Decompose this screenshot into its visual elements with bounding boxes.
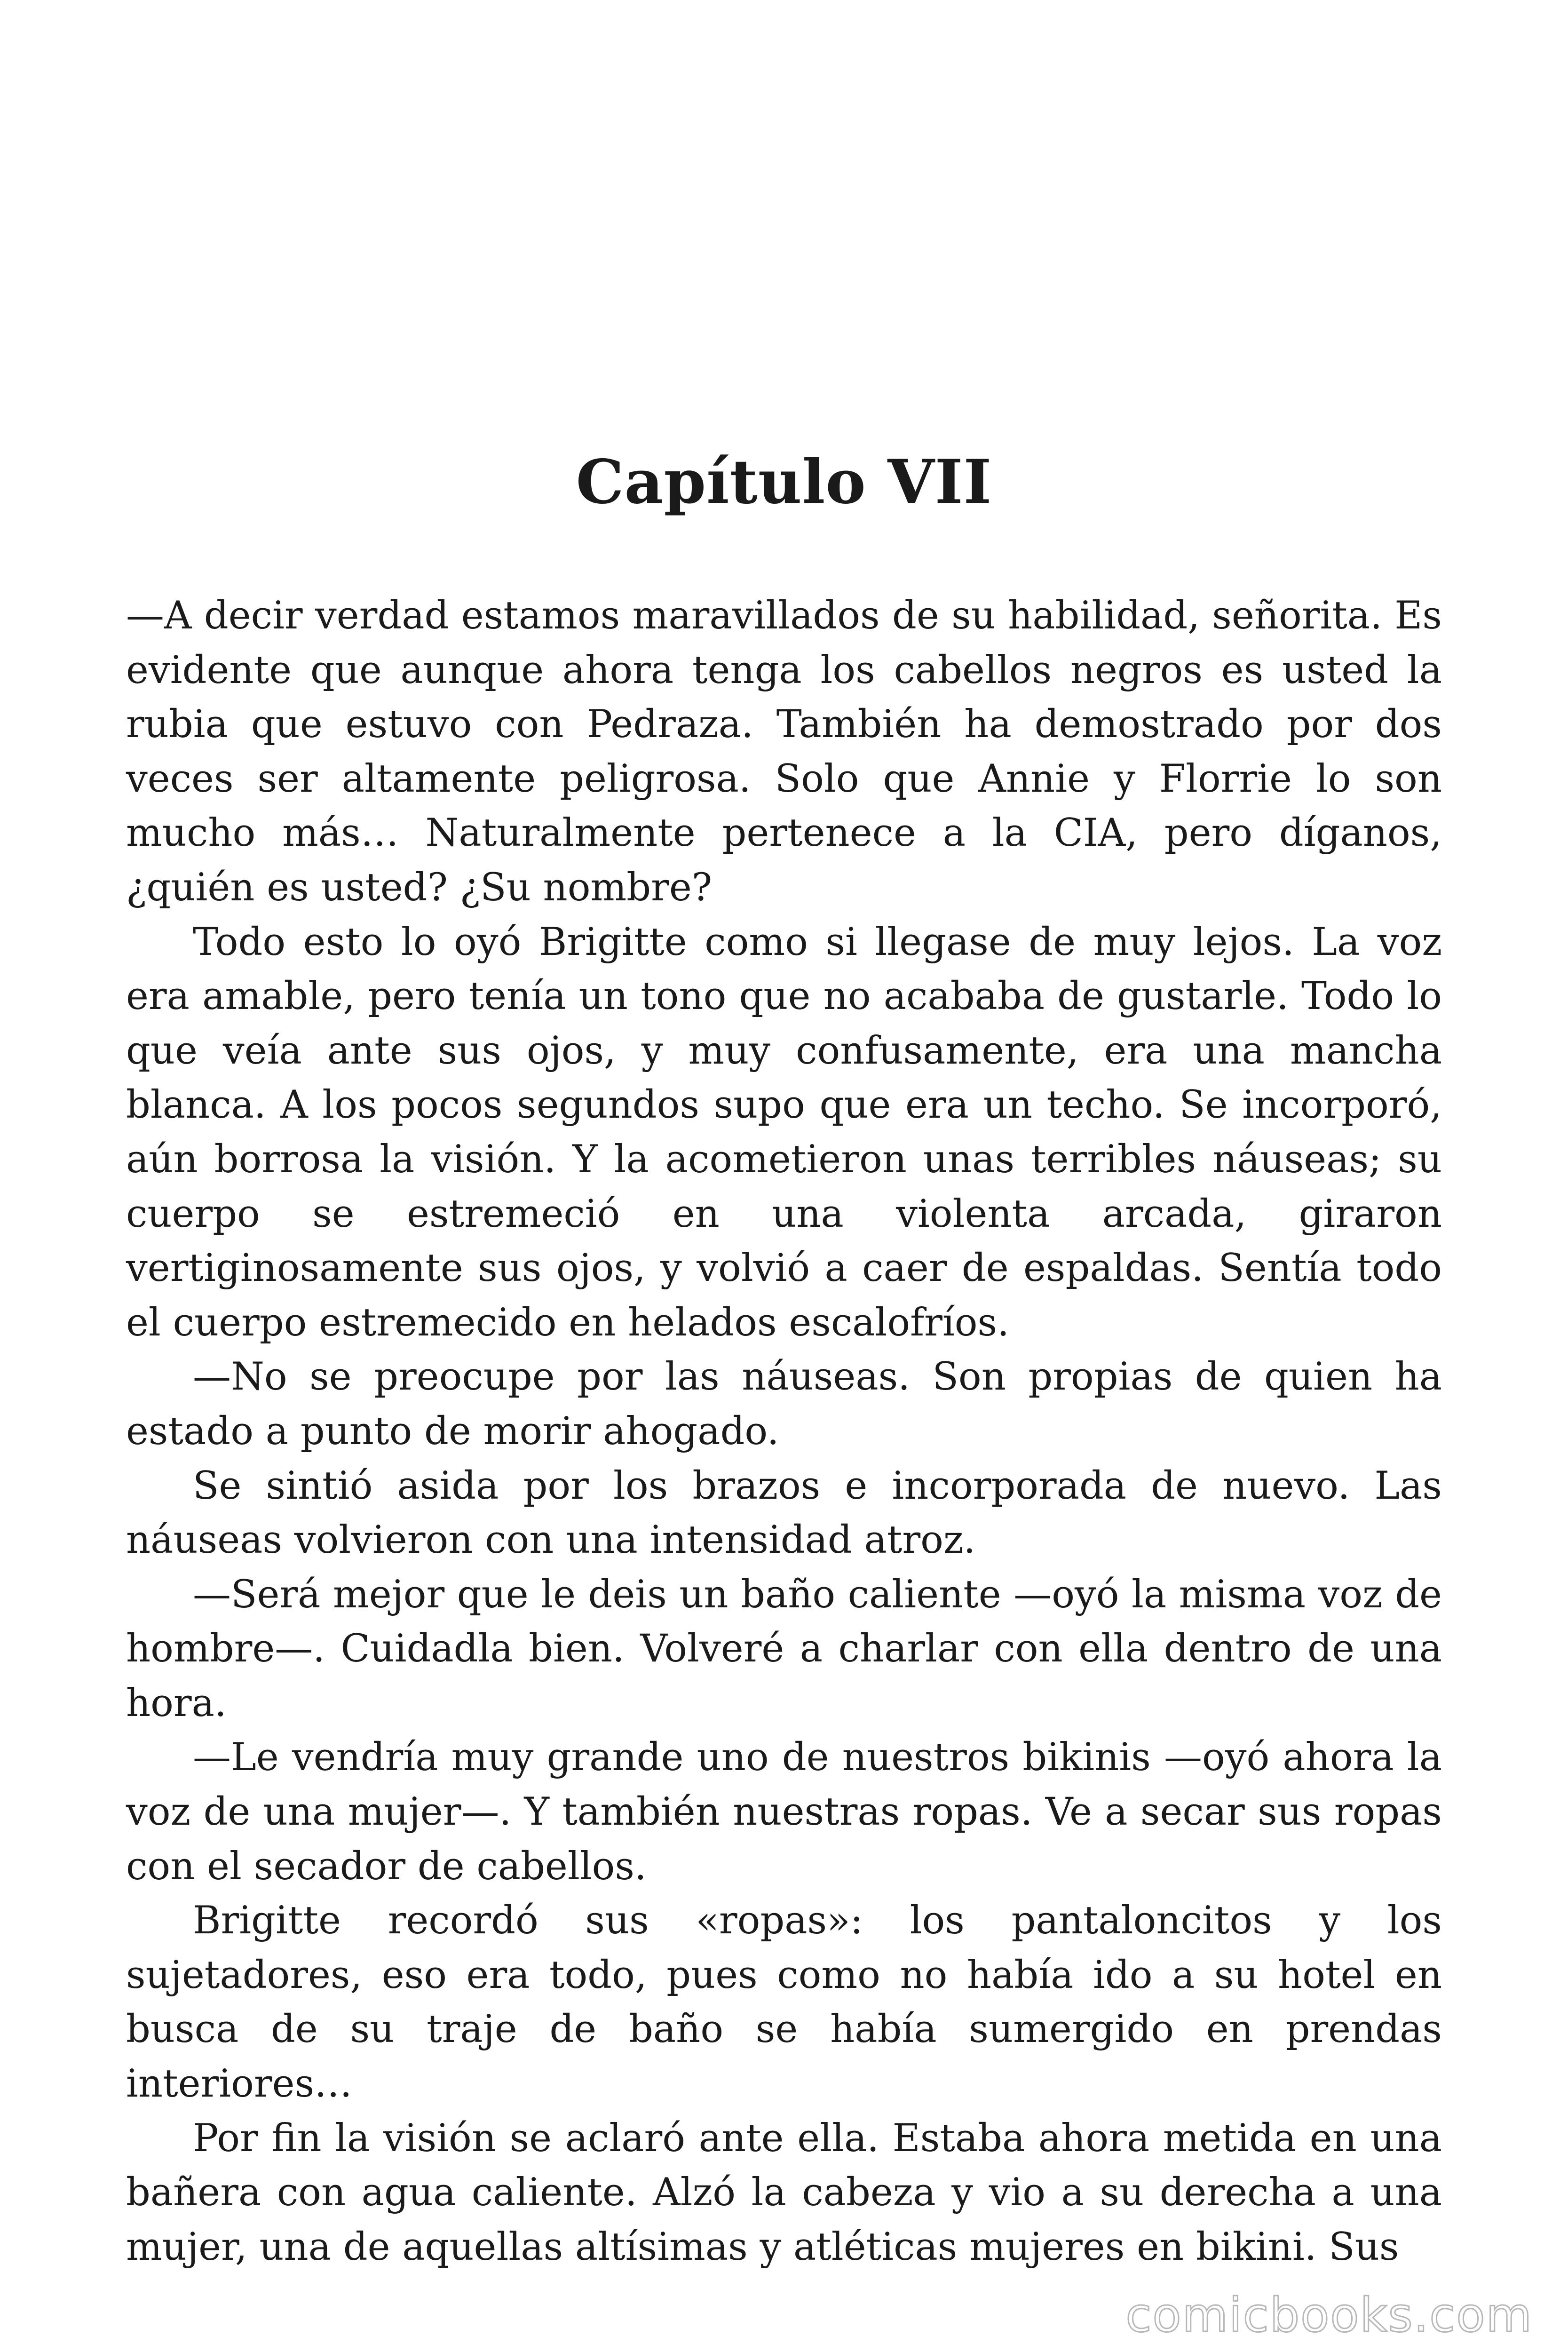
paragraph: Por fin la visión se aclaró ante ella. Estaba ahora metida en una bañera con agua caliente. Alzó la cabeza y vio a su derecha a una mujer, una de aquellas altísimas y atléticas mujeres en bikini. Sus (126, 2116, 1442, 2269)
paragraph: —Será mejor que le deis un baño caliente —oyó la misma voz de hombre—. Cuidadla bien. Volveré a charlar con ella dentro de una hora. (126, 1572, 1442, 1725)
paragraph: —Le vendría muy grande uno de nuestros bikinis —oyó ahora la voz de una mujer—. Y también nuestras ropas. Ve a secar sus ropas con el secador de cabellos. (126, 1735, 1442, 1889)
watermark: comicbooks.com (1125, 2288, 1533, 2343)
chapter-body (126, 589, 1442, 2274)
paragraph: —No se preocupe por las náuseas. Son propias de quien ha estado a punto de morir ahogado. (126, 1355, 1442, 1454)
chapter-title: Capítulo VII (576, 447, 992, 517)
paragraph: —A decir verdad estamos maravillados de su habilidad, señorita. Es evidente que aunque ahora tenga los cabellos negros es usted la rubia que estuvo con Pedraza. También ha demostrado por dos veces ser altamente peligrosa. Solo que Annie y Florrie lo son mucho más… Naturalmente pertenece a la CIA, pero díganos, ¿quién es usted? ¿Su nombre? (126, 594, 1442, 910)
paragraph: Todo esto lo oyó Brigitte como si llegase de muy lejos. La voz era amable, pero tenía un tono que no acababa de gustarle. Todo lo que veía ante sus ojos, y muy confusamente, era una mancha blanca. A los pocos segundos supo que era un techo. Se incorporó, aún borrosa la visión. Y la acometieron unas terribles náuseas; su cuerpo se estremeció en una violenta arcada, giraron vertiginosamente sus ojos, y volvió a caer de espaldas. Sentía todo el cuerpo estremecido en helados escalofríos. (126, 920, 1442, 1345)
paragraph: Brigitte recordó sus «ropas»: los pantaloncitos y los sujetadores, eso era todo, pues como no había ido a su hotel en busca de su traje de baño se había sumergido en prendas interiores… (126, 1899, 1442, 2106)
paragraph: Se sintió asida por los brazos e incorporada de nuevo. Las náuseas volvieron con una intensidad atroz. (126, 1463, 1442, 1563)
